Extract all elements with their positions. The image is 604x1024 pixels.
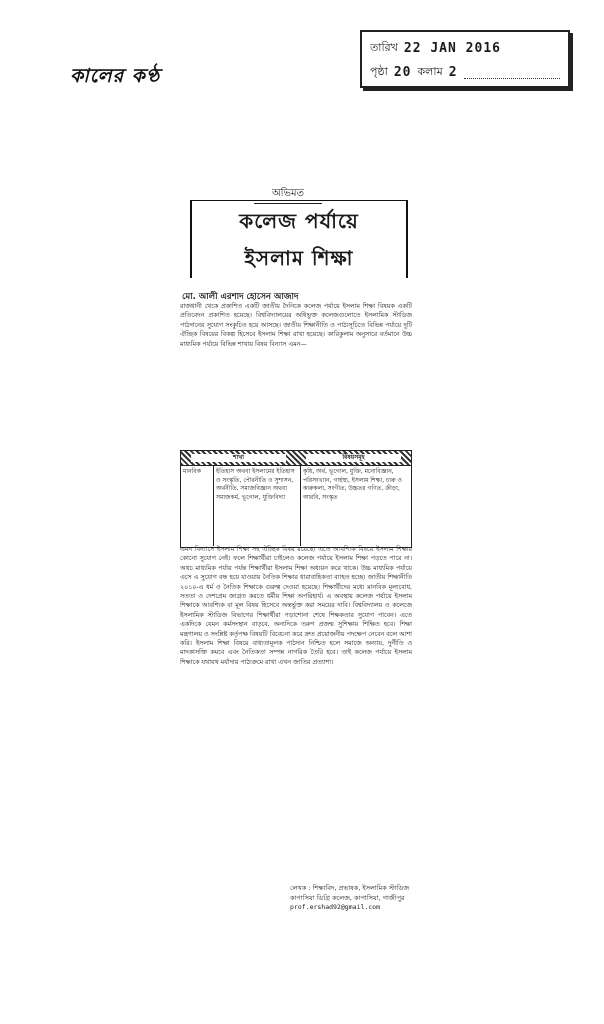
stamp-page-label: পৃষ্ঠা [370, 64, 388, 78]
stamp-date-value: 22 JAN 2016 [403, 40, 501, 56]
article-title-line2: ইসলাম শিক্ষা [244, 246, 354, 270]
subject-table-header [181, 451, 411, 466]
table-header-left: শাখা [191, 454, 286, 462]
stamp-dotted-line [464, 66, 560, 79]
author-footer [290, 884, 420, 913]
stamp-column-value: 2 [448, 64, 458, 80]
article-intro-text: রাজধানী থেকে প্রকাশিত একটি জাতীয় দৈনিকে কলেজ পর্যায়ে ইসলাম শিক্ষা বিষয়ক একটি প্রতিবেদন প্রকাশিত হয়েছে। বিশ্ববিদ্যালয়ের অধিভুক্ত কলেজগুলোতে ইসলামিক স্টাডিজ পাঠদানের সুযোগ সংকুচিত হয়ে আসছে। জাতীয় শিক্ষানীতি ও পাঠ্যসূচিতে বিভিন্ন পর্যায়ে দুটি ঐচ্ছিক বিষয়ের বিকল্প হিসেবে ইসলাম শিক্ষা রাখা হয়েছে। কারিকুলাম অনুসারে বর্তমানে উচ্চ মাধ্যমিক পর্যায়ে বিভিন্ন শাখায় বিষয় বিন্যাস এমন— [180, 303, 412, 348]
subject-table [180, 450, 412, 548]
article-kicker: অভিমত [254, 186, 322, 204]
newspaper-masthead: কালের কণ্ঠ [70, 65, 161, 87]
article-main-text: এমন বিন্যাসে ইসলাম শিক্ষা সহ ঐচ্ছিক বিষয় রয়েছে। এতে আবশ্যিক বিষয়ে ইসলাম শিক্ষার কোনো সুযোগ নেই। ফলে শিক্ষার্থীরা চাইলেও কলেজ পর্যায়ে ইসলাম শিক্ষা পড়তে পারে না। অথচ মাধ্যমিক পর্যায় পর্যন্ত শিক্ষার্থীরা ইসলাম শিক্ষা অধ্যয়ন করে থাকে। উচ্চ মাধ্যমিক পর্যায়ে এসে এ সুযোগ বন্ধ হয়ে যাওয়ায় নৈতিক শিক্ষার ধারাবাহিকতা ব্যাহত হচ্ছে। জাতীয় শিক্ষানীতি ২০১০-এ ধর্ম ও নৈতিক শিক্ষাকে গুরুত্ব দেওয়া হয়েছে। শিক্ষার্থীদের মধ্যে মানবিক মূল্যবোধ, সততা ও দেশপ্রেম জাগ্রত করতে ধর্মীয় শিক্ষা অপরিহার্য। এ অবস্থায় কলেজ পর্যায়ে ইসলাম শিক্ষাকে আবশ্যিক বা মূল বিষয় হিসেবে অন্তর্ভুক্ত করা সময়ের দাবি। বিশ্ববিদ্যালয় ও কলেজে ইসলামিক স্টাডিজ বিভাগের শিক্ষার্থীরা পড়াশোনা শেষে শিক্ষকতার সুযোগ পাবেন। এতে একদিকে যেমন কর্মসংস্থান বাড়বে, অন্যদিকে তরুণ প্রজন্ম সুশিক্ষায় শিক্ষিত হবে। শিক্ষা মন্ত্রণালয় ও সংশ্লিষ্ট কর্তৃপক্ষ বিষয়টি বিবেচনা করে দ্রুত প্রয়োজনীয় পদক্ষেপ নেবেন বলে আশা করি। ইসলাম শিক্ষা বিষয়ে বাধ্যতামূলক পাঠদান নিশ্চিত হলে সমাজে অন্যায়, দুর্নীতি ও মাদকাসক্তি কমবে এবং নৈতিকতা সম্পন্ন নাগরিক তৈরি হবে। তাই কলেজ পর্যায়ে ইসলাম শিক্ষাকে যথাযথ মর্যাদায় পাঠ্যক্রমে রাখা এখন জাতির প্রত্যাশা। [180, 546, 412, 666]
table-cell-optional: কৃষি, অর্থ, ভূগোল, যুক্তি, মনোবিজ্ঞান, পরিসংখ্যান, গার্হস্থ্য, ইসলাম শিক্ষা, চারু ও কারুকলা, সংগীত, উচ্চতর গণিত, ক্রীড়া, আরবি, সংস্কৃত [303, 468, 402, 501]
stamp-date-row [370, 36, 560, 60]
stamp-page-value: 20 [393, 64, 412, 80]
article-title-line1: কলেজ পর্যায়ে [239, 209, 359, 233]
subject-table-row [181, 466, 411, 546]
stamp-column-label: কলাম [417, 64, 443, 78]
stamp-date-label: তারিখ [370, 40, 398, 54]
table-header-right: বিষয়সমূহ [306, 454, 401, 462]
article-title-box [190, 200, 408, 278]
archive-stamp [360, 30, 570, 88]
article-byline: মো. আলী এরশাদ হোসেন আজাদ [182, 292, 299, 302]
stamp-page-row [370, 60, 560, 84]
author-note: লেখক : শিক্ষাবিদ, প্রভাষক, ইসলামিক স্টাডিজ [290, 884, 410, 892]
author-affiliation: কাপাসিয়া ডিগ্রি কলেজ, কাপাসিয়া, গাজীপুর [290, 893, 405, 902]
author-email: prof.ershad92@gmail.com [290, 903, 381, 911]
table-row-label: মানবিক [181, 466, 214, 546]
table-cell-compulsory: ইতিহাস অথবা ইসলামের ইতিহাস ও সংস্কৃতি, পৌরনীতি ও সুশাসন, অর্থনীতি, সমাজবিজ্ঞান অথবা সমাজকর্ম, ভূগোল, যুক্তিবিদ্যা [214, 466, 301, 546]
